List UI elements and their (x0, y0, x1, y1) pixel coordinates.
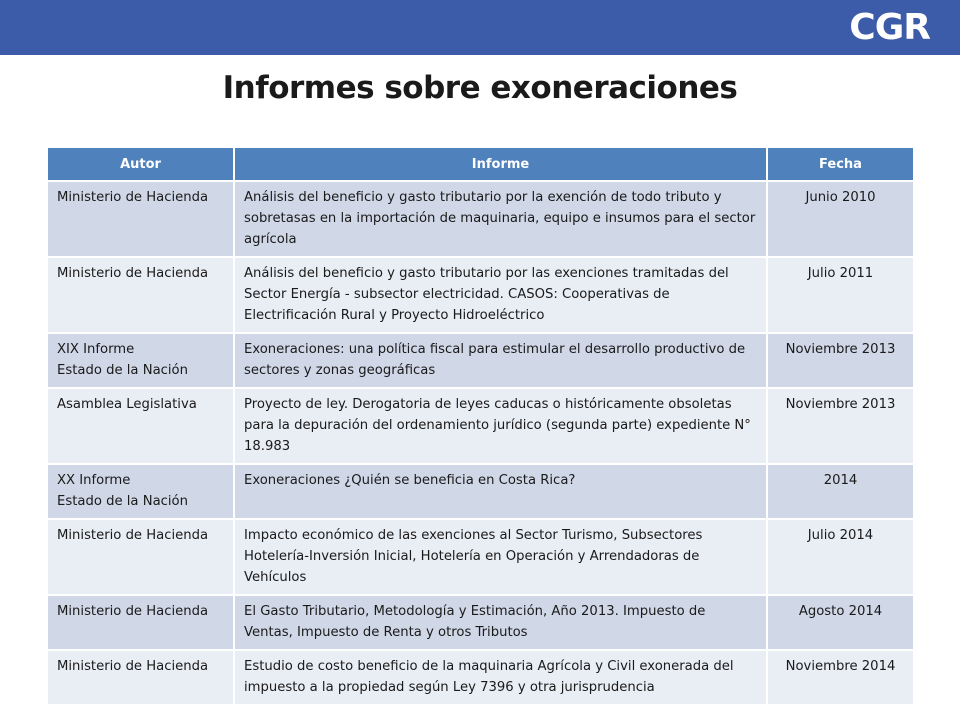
header-bar (0, 0, 960, 55)
cell-fecha: Junio 2010 (767, 181, 913, 257)
cgr-logo: CGR (849, 7, 930, 48)
autor-line: Ministerio de Hacienda (57, 266, 209, 281)
cell-informe: Análisis del beneficio y gasto tributario por la exención de todo tributo y sobretasas en la importación de maquinaria, equipo e insumos para el sector agrícola (234, 181, 767, 257)
cell-autor (48, 595, 234, 650)
table-header-row (48, 148, 913, 181)
table-row (48, 519, 913, 595)
table-row (48, 464, 913, 519)
cell-autor (48, 257, 234, 333)
column-header-autor: Autor (48, 148, 234, 181)
cell-informe: Proyecto de ley. Derogatoria de leyes caducas o históricamente obsoletas para la depuración del ordenamiento jurídico (segunda parte) expediente N° 18.983 (234, 388, 767, 464)
page-title: Informes sobre exoneraciones (222, 70, 738, 106)
table-row (48, 388, 913, 464)
autor-line: Estado de la Nación (57, 363, 188, 378)
autor-line: Estado de la Nación (57, 494, 188, 509)
column-header-fecha: Fecha (767, 148, 913, 181)
table-row (48, 595, 913, 650)
cell-autor (48, 519, 234, 595)
cell-autor (48, 388, 234, 464)
autor-line: Ministerio de Hacienda (57, 528, 209, 543)
table-body (48, 181, 913, 705)
cell-fecha: 2014 (767, 464, 913, 519)
table-row (48, 650, 913, 705)
cell-fecha: Julio 2014 (767, 519, 913, 595)
autor-line: XX Informe (57, 473, 131, 488)
autor-line: Ministerio de Hacienda (57, 659, 209, 674)
cell-autor (48, 464, 234, 519)
autor-line: Ministerio de Hacienda (57, 190, 209, 205)
table-row (48, 333, 913, 388)
cell-informe: Análisis del beneficio y gasto tributario por las exenciones tramitadas del Sector Energía - subsector electricidad. CASOS: Cooperativas de Electrificación Rural y Proyecto Hidroeléctrico (234, 257, 767, 333)
cell-informe: Exoneraciones ¿Quién se beneficia en Costa Rica? (234, 464, 767, 519)
cell-fecha: Noviembre 2013 (767, 333, 913, 388)
cell-autor (48, 333, 234, 388)
autor-line: Ministerio de Hacienda (57, 604, 209, 619)
cell-fecha: Julio 2011 (767, 257, 913, 333)
cell-fecha: Noviembre 2013 (767, 388, 913, 464)
column-header-informe: Informe (234, 148, 767, 181)
table-row (48, 181, 913, 257)
autor-line: Asamblea Legislativa (57, 397, 197, 412)
reports-table (48, 148, 913, 706)
cell-informe: El Gasto Tributario, Metodología y Estimación, Año 2013. Impuesto de Ventas, Impuesto de Renta y otros Tributos (234, 595, 767, 650)
cell-informe: Exoneraciones: una política fiscal para estimular el desarrollo productivo de sectores y zonas geográficas (234, 333, 767, 388)
cell-autor (48, 650, 234, 705)
cell-informe: Estudio de costo beneficio de la maquinaria Agrícola y Civil exonerada del impuesto a la propiedad según Ley 7396 y otra jurisprudencia (234, 650, 767, 705)
cell-fecha: Noviembre 2014 (767, 650, 913, 705)
cell-autor (48, 181, 234, 257)
autor-line: XIX Informe (57, 342, 135, 357)
cell-fecha: Agosto 2014 (767, 595, 913, 650)
cell-informe: Impacto económico de las exenciones al Sector Turismo, Subsectores Hotelería-Inversión Inicial, Hotelería en Operación y Arrendadoras de Vehículos (234, 519, 767, 595)
table-row (48, 257, 913, 333)
